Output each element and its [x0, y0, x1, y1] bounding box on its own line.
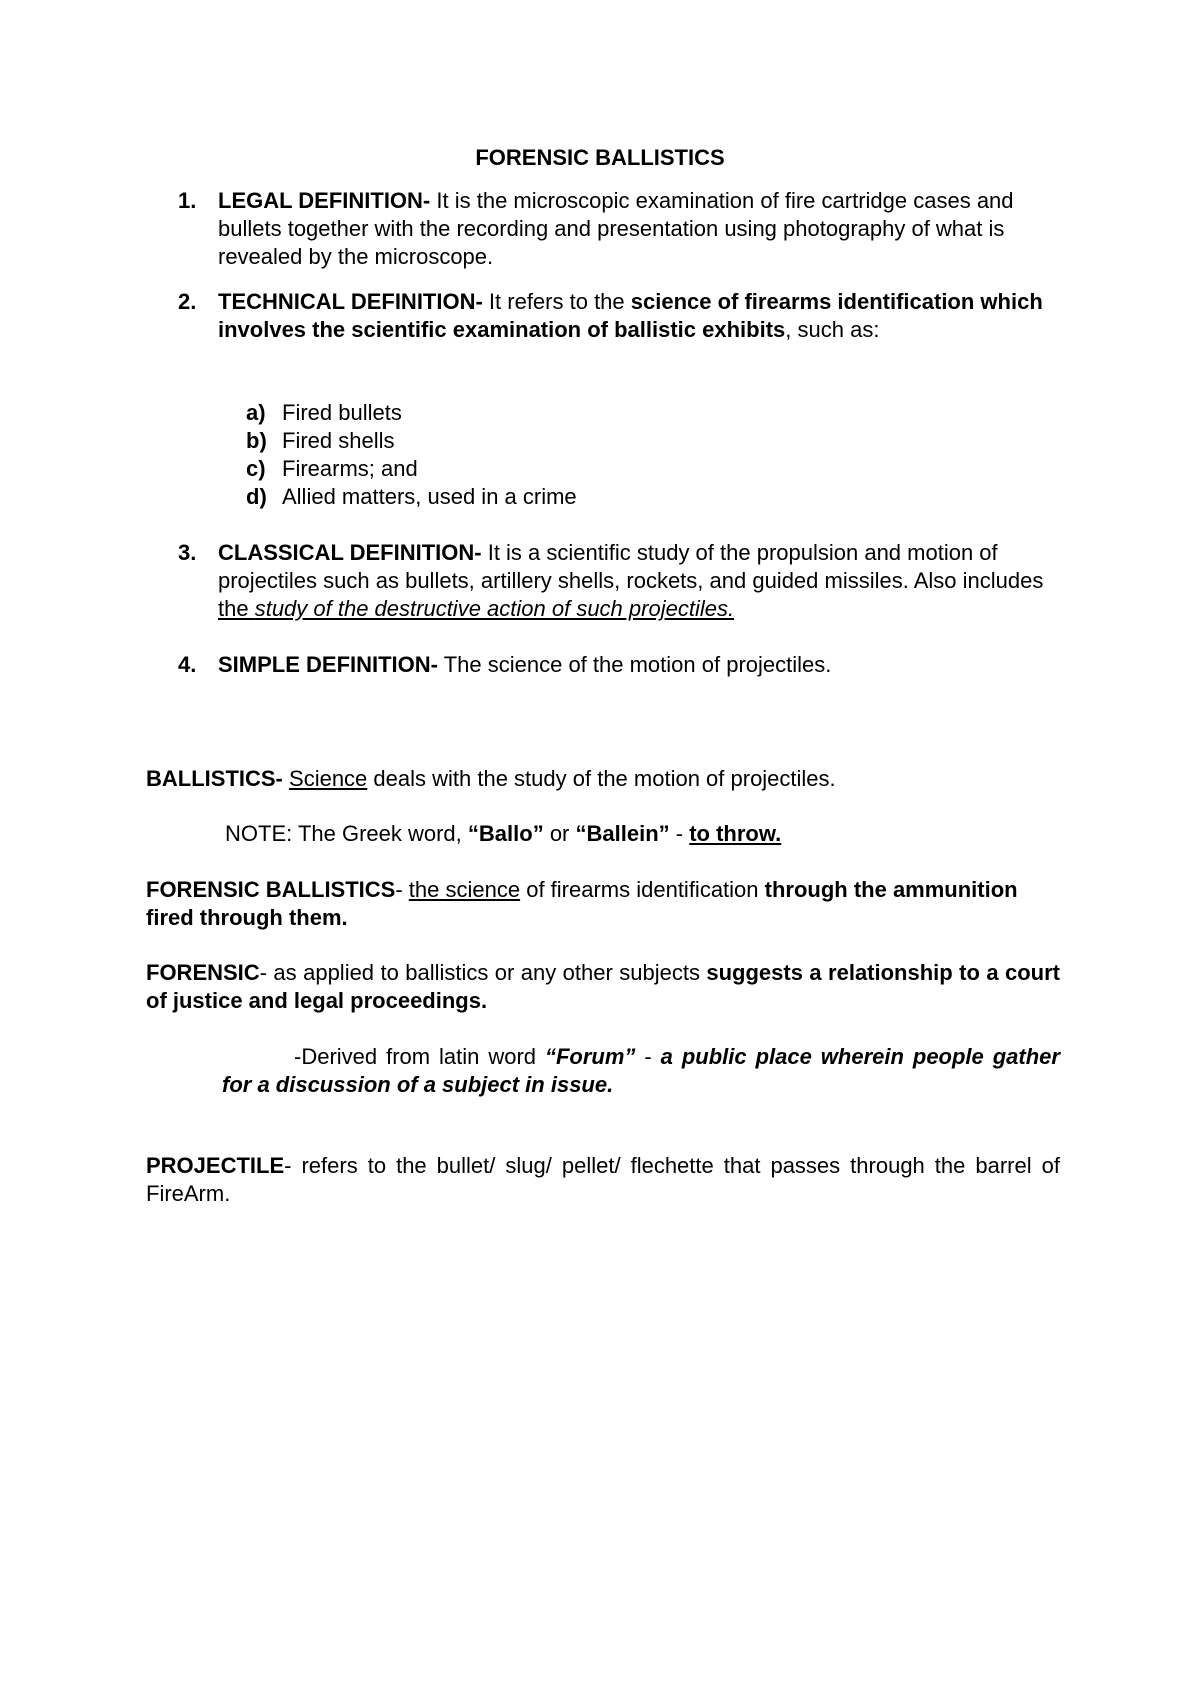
definition-term: SIMPLE DEFINITION-: [218, 652, 438, 677]
definition-simple: [178, 651, 1058, 679]
term: PROJECTILE: [146, 1153, 285, 1178]
ballistics-paragraph: BALLISTICS- Science deals with the study of the motion of projectiles.: [146, 766, 836, 791]
forensic-paragraph: FORENSIC- as applied to ballistics or any other subjects suggests a relationship to a court of justice and legal proceedings.: [146, 960, 1060, 1013]
definition-legal: [178, 187, 1058, 271]
item-number: 2.: [178, 289, 197, 314]
definition-text: CLASSICAL DEFINITION- It is a scientific study of the propulsion and motion of projectiles such as bullets, artillery shells, rockets, and guided missiles. Also includes the study of the destructive action of such projectiles.: [218, 540, 1044, 621]
note-paragraph: NOTE: The Greek word, “Ballo” or “Ballein” - to throw.: [225, 821, 782, 846]
item-number: 3.: [178, 540, 197, 565]
list-item: b) Fired shells: [246, 428, 395, 453]
exhibit-list: [246, 399, 946, 511]
forensic-ballistics-paragraph: FORENSIC BALLISTICS- the science of firearms identification through the ammunition fired through them.: [146, 877, 1018, 930]
definition-text: SIMPLE DEFINITION- The science of the motion of projectiles.: [218, 652, 832, 677]
term: FORENSIC: [146, 960, 260, 985]
term: BALLISTICS-: [146, 766, 283, 791]
list-item: d) Allied matters, used in a crime: [246, 484, 577, 509]
definition-term: CLASSICAL DEFINITION-: [218, 540, 482, 565]
definition-emphasis: science of firearms identification which involves the scientific examination of ballistic exhibits: [218, 289, 1043, 342]
derived-paragraph: -Derived from latin word “Forum” - a public place wherein people gather for a discussion of a subject in issue.: [222, 1044, 1060, 1097]
projectile-paragraph: PROJECTILE- refers to the bullet/ slug/ pellet/ flechette that passes through the barrel of FireArm.: [146, 1153, 1060, 1206]
definition-text: LEGAL DEFINITION- It is the microscopic examination of fire cartridge cases and bullets together with the recording and presentation using photography of what is revealed by the microscope.: [218, 188, 1014, 269]
term: FORENSIC BALLISTICS: [146, 877, 396, 902]
item-number: 4.: [178, 652, 197, 677]
list-item: a) Fired bullets: [246, 400, 402, 425]
list-item: c) Firearms; and: [246, 456, 418, 481]
item-number: 1.: [178, 188, 197, 213]
definition-classical: [178, 539, 1058, 623]
definition-term: TECHNICAL DEFINITION-: [218, 289, 483, 314]
definition-technical: [178, 288, 1058, 344]
definition-term: LEGAL DEFINITION-: [218, 188, 431, 213]
definition-text: TECHNICAL DEFINITION- It refers to the science of firearms identification which involves the scientific examination of ballistic exhibits, such as:: [218, 289, 1043, 342]
page-title: FORENSIC BALLISTICS: [475, 145, 725, 170]
